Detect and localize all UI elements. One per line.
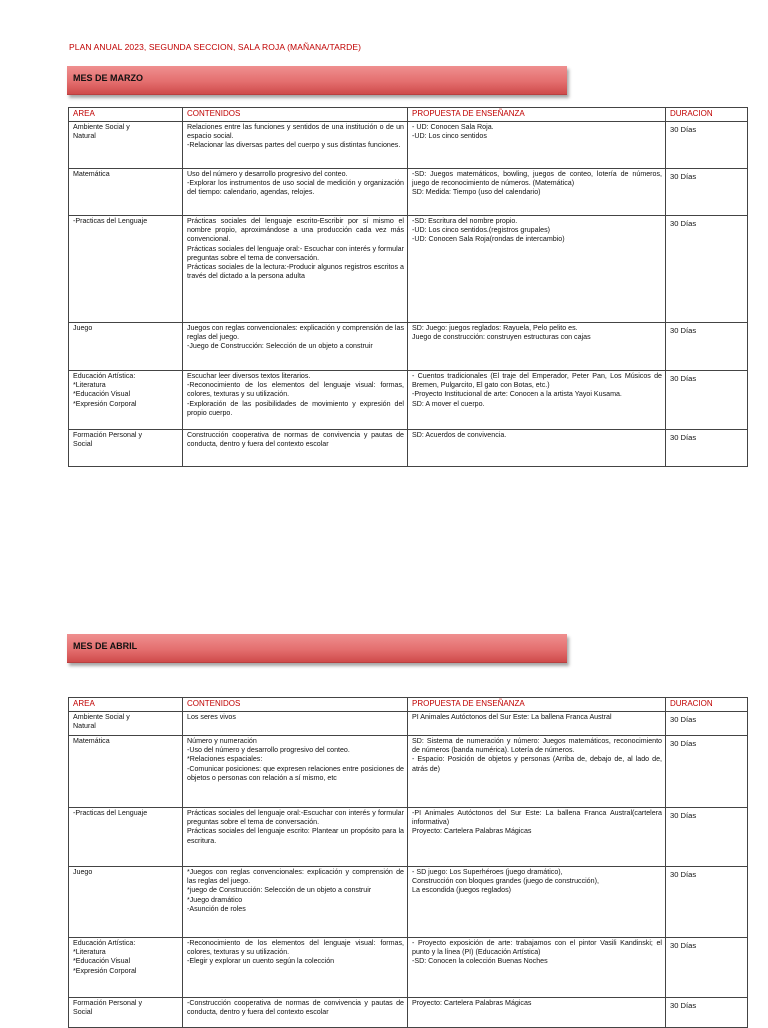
propuesta-cell xyxy=(408,216,666,323)
contenido-item: -Uso del número y desarrollo progresivo del conteo. xyxy=(187,746,350,755)
propuesta-cell xyxy=(408,938,666,998)
duracion-cell: 30 Días xyxy=(666,122,748,169)
table-row xyxy=(69,867,748,938)
duracion-cell: 30 Días xyxy=(666,712,748,736)
contenido-item: -Comunicar posiciones: que expresen relaciones entre posiciones de objetos o personas con relación a sí mismo, etc xyxy=(187,764,404,782)
duracion-cell: 30 Días xyxy=(666,998,748,1028)
area-cell xyxy=(69,712,183,736)
propuesta-item: -UD: Conocen Sala Roja(rondas de intercambio) xyxy=(412,235,565,244)
area-cell xyxy=(69,323,183,371)
table-row xyxy=(69,122,748,169)
contenidos-cell xyxy=(183,216,408,323)
area-cell xyxy=(69,736,183,808)
propuesta-cell xyxy=(408,712,666,736)
table-row xyxy=(69,169,748,216)
contenido-item: Escuchar leer diversos textos literarios. xyxy=(187,372,311,380)
contenido-item: Prácticas sociales del lenguaje oral:-Escuchar con interés y formular preguntas sobre el tema de conversación. xyxy=(187,809,404,827)
contenido-item: -Explorar los instrumentos de uso social de medición y organización del tiempo: calendario, agendas, relojes. xyxy=(187,179,404,197)
duracion-cell: 30 Días xyxy=(666,808,748,867)
plan-table-march xyxy=(68,107,748,467)
contenido-item: *Juegos con reglas convencionales: explicación y comprensión de las reglas del juego. xyxy=(187,868,404,886)
area-line: Natural xyxy=(73,722,96,731)
duracion-cell: 30 Días xyxy=(666,867,748,938)
document-title: PLAN ANUAL 2023, SEGUNDA SECCION, SALA ROJA (MAÑANA/TARDE) xyxy=(69,42,362,52)
table-row xyxy=(69,430,748,467)
contenido-item: Prácticas sociales del lenguaje escrito-Escribir por sí mismo el nombre propio, aproximándose a una producción cada vez más convencional. xyxy=(187,217,404,244)
area-line: Juego xyxy=(73,868,93,876)
month-banner-label: MES DE MARZO xyxy=(73,73,144,83)
area-line: *Educación Visual xyxy=(73,957,131,966)
propuesta-item: SD: Medida: Tiempo (uso del calendario) xyxy=(412,188,541,197)
duracion-cell: 30 Días xyxy=(666,323,748,371)
area-line: *Literatura xyxy=(73,948,106,957)
propuesta-item: SD: Juego: juegos reglados: Rayuela, Pelo pelito es. xyxy=(412,324,578,332)
contenido-item: *Relaciones espaciales: xyxy=(187,755,263,764)
contenido-item: *Juego dramático xyxy=(187,895,243,904)
propuesta-cell xyxy=(408,371,666,430)
propuesta-cell xyxy=(408,867,666,938)
area-line: Natural xyxy=(73,132,96,141)
propuesta-item: -UD: Los cinco sentidos xyxy=(412,132,487,141)
area-line: Ambiente Social y xyxy=(73,123,130,131)
area-line: *Expresión Corporal xyxy=(73,966,137,975)
contenido-item: -Asunción de roles xyxy=(187,904,246,913)
header-area: AREA xyxy=(69,698,183,712)
propuesta-item: Proyecto: Cartelera Palabras Mágicas xyxy=(412,827,532,836)
area-line: -Practicas del Lenguaje xyxy=(73,809,148,817)
propuesta-item: -Proyecto Institucional de arte: Conocen a la artista Yayoi Kusama. xyxy=(412,390,622,399)
area-cell xyxy=(69,216,183,323)
contenido-item: -Reconocimiento de los elementos del lenguaje visual: formas, colores, texturas y su utilización. xyxy=(187,381,404,399)
contenido-item: Juegos con reglas convencionales: explicación y comprensión de las reglas del juego. xyxy=(187,324,404,342)
propuesta-item: Juego de construcción: construyen estructuras con cajas xyxy=(412,333,591,342)
month-banner-march xyxy=(67,66,567,95)
table-row xyxy=(69,736,748,808)
area-cell xyxy=(69,808,183,867)
table-row xyxy=(69,323,748,371)
header-contenidos: CONTENIDOS xyxy=(183,108,408,122)
header-duracion: DURACION xyxy=(666,108,748,122)
propuesta-item: PI Animales Autóctonos del Sur Este: La ballena Franca Austral xyxy=(412,713,612,721)
area-line: *Expresión Corporal xyxy=(73,399,137,408)
area-cell xyxy=(69,122,183,169)
contenidos-cell xyxy=(183,808,408,867)
header-propuesta: PROPUESTA DE ENSEÑANZA xyxy=(408,108,666,122)
contenido-item: *juego de Construcción: Selección de un objeto a construir xyxy=(187,886,372,895)
contenido-item: Los seres vivos xyxy=(187,713,236,721)
area-line: *Literatura xyxy=(73,381,106,390)
propuesta-cell xyxy=(408,323,666,371)
duracion-cell: 30 Días xyxy=(666,216,748,323)
area-line: Formación Personal y xyxy=(73,431,142,439)
propuesta-item: -UD: Los cinco sentidos.(registros grupales) xyxy=(412,226,550,235)
area-line: Matemática xyxy=(73,170,110,178)
table-row xyxy=(69,808,748,867)
propuesta-item: - UD: Conocen Sala Roja. xyxy=(412,123,494,131)
contenido-item: -Juego de Construcción: Selección de un objeto a construir xyxy=(187,342,373,351)
propuesta-cell xyxy=(408,808,666,867)
month-banner-april xyxy=(67,634,567,663)
header-duracion: DURACION xyxy=(666,698,748,712)
area-cell xyxy=(69,938,183,998)
propuesta-cell xyxy=(408,736,666,808)
contenido-item: Número y numeración xyxy=(187,737,257,745)
contenido-item: -Elegir y explorar un cuento según la colección xyxy=(187,957,335,966)
area-line: Matemática xyxy=(73,737,110,745)
area-line: Educación Artística: xyxy=(73,372,136,380)
contenido-item: Uso del número y desarrollo progresivo del conteo. xyxy=(187,170,348,178)
propuesta-item: Proyecto: Cartelera Palabras Mágicas xyxy=(412,999,532,1007)
month-banner-label: MES DE ABRIL xyxy=(73,641,138,651)
duracion-cell: 30 Días xyxy=(666,169,748,216)
contenidos-cell xyxy=(183,938,408,998)
propuesta-cell xyxy=(408,430,666,467)
header-area: AREA xyxy=(69,108,183,122)
propuesta-cell xyxy=(408,169,666,216)
area-cell xyxy=(69,169,183,216)
area-line: -Practicas del Lenguaje xyxy=(73,217,148,225)
contenido-item: Prácticas sociales de la lectura:-Producir algunos registros escritos a través del dictado a la persona adulta xyxy=(187,263,404,281)
contenidos-cell xyxy=(183,736,408,808)
contenidos-cell xyxy=(183,867,408,938)
propuesta-cell xyxy=(408,998,666,1028)
table-header-row xyxy=(69,108,748,122)
contenido-item: -Relacionar las diversas partes del cuerpo y sus distintas funciones. xyxy=(187,141,401,150)
area-cell xyxy=(69,430,183,467)
plan-table-april xyxy=(68,697,748,1028)
propuesta-item: -SD: Escritura del nombre propio. xyxy=(412,217,518,225)
contenidos-cell xyxy=(183,371,408,430)
contenidos-cell xyxy=(183,430,408,467)
propuesta-item: -SD: Conocen la colección Buenas Noches xyxy=(412,957,548,966)
table-row xyxy=(69,712,748,736)
area-line: Formación Personal y xyxy=(73,999,142,1007)
propuesta-item: - Proyecto exposición de arte: trabajamos con el pintor Vasili Kandinski; el punto y la línea (PI) (Educación Artística) xyxy=(412,939,662,957)
propuesta-item: -PI Animales Autóctonos del Sur Este: La ballena Franca Austral(cartelera informativa) xyxy=(412,809,662,827)
duracion-cell: 30 Días xyxy=(666,736,748,808)
area-line: *Educación Visual xyxy=(73,390,131,399)
area-line: Ambiente Social y xyxy=(73,713,130,721)
contenidos-cell xyxy=(183,712,408,736)
contenidos-cell xyxy=(183,998,408,1028)
contenidos-cell xyxy=(183,122,408,169)
contenido-item: Prácticas sociales del lenguaje escrito: Plantear un propósito para la escritura. xyxy=(187,827,404,845)
duracion-cell: 30 Días xyxy=(666,371,748,430)
propuesta-item: La escondida (juegos reglados) xyxy=(412,886,511,895)
propuesta-item: - Cuentos tradicionales (El traje del Emperador, Peter Pan, Los Músicos de Bremen, Pulgarcito, El gato con Botas, etc.) xyxy=(412,372,662,390)
area-cell xyxy=(69,998,183,1028)
propuesta-item: -SD: Juegos matemáticos, bowling, juegos de conteo, lotería de números, juego de reconocimiento de números. (Matemática) xyxy=(412,170,662,188)
header-propuesta: PROPUESTA DE ENSEÑANZA xyxy=(408,698,666,712)
propuesta-item: SD: Sistema de numeración y número: Juegos matemáticos, reconocimiento de números (banda numérica). Lotería de números. xyxy=(412,737,662,755)
propuesta-item: - Espacio: Posición de objetos y personas (Arriba de, debajo de, al lado de, atrás de) xyxy=(412,755,662,773)
propuesta-item: Construcción con bloques grandes (juego de construcción), xyxy=(412,877,599,886)
duracion-cell: 30 Días xyxy=(666,938,748,998)
propuesta-item: - SD juego: Los Superhéroes (juego dramático), xyxy=(412,868,563,876)
area-line: Educación Artística: xyxy=(73,939,136,947)
area-line: Juego xyxy=(73,324,93,332)
contenidos-cell xyxy=(183,169,408,216)
contenido-item: -Reconocimiento de los elementos del lenguaje visual: formas, colores, texturas y su utilización. xyxy=(187,939,404,957)
propuesta-cell xyxy=(408,122,666,169)
duracion-cell: 30 Días xyxy=(666,430,748,467)
contenidos-cell xyxy=(183,323,408,371)
contenido-item: -Exploración de las posibilidades de movimiento y expresión del propio cuerpo. xyxy=(187,399,404,417)
contenido-item: Relaciones entre las funciones y sentidos de una institución o de un espacio social. xyxy=(187,123,404,141)
area-line: Social xyxy=(73,1008,93,1017)
contenido-item: -Construcción cooperativa de normas de convivencia y pautas de conducta, dentro y fuera del contexto escolar xyxy=(187,999,404,1017)
area-cell xyxy=(69,867,183,938)
area-line: Social xyxy=(73,440,93,449)
propuesta-item: SD: A mover el cuerpo. xyxy=(412,399,485,408)
table-row xyxy=(69,216,748,323)
table-header-row xyxy=(69,698,748,712)
contenido-item: Prácticas sociales del lenguaje oral:- Escuchar con interés y formular preguntas sobre el tema de conversación. xyxy=(187,244,404,262)
table-row xyxy=(69,938,748,998)
area-cell xyxy=(69,371,183,430)
table-row xyxy=(69,371,748,430)
header-contenidos: CONTENIDOS xyxy=(183,698,408,712)
table-row xyxy=(69,998,748,1028)
propuesta-item: SD: Acuerdos de convivencia. xyxy=(412,431,507,439)
contenido-item: Construcción cooperativa de normas de convivencia y pautas de conducta, dentro y fuera del contexto escolar xyxy=(187,431,404,449)
